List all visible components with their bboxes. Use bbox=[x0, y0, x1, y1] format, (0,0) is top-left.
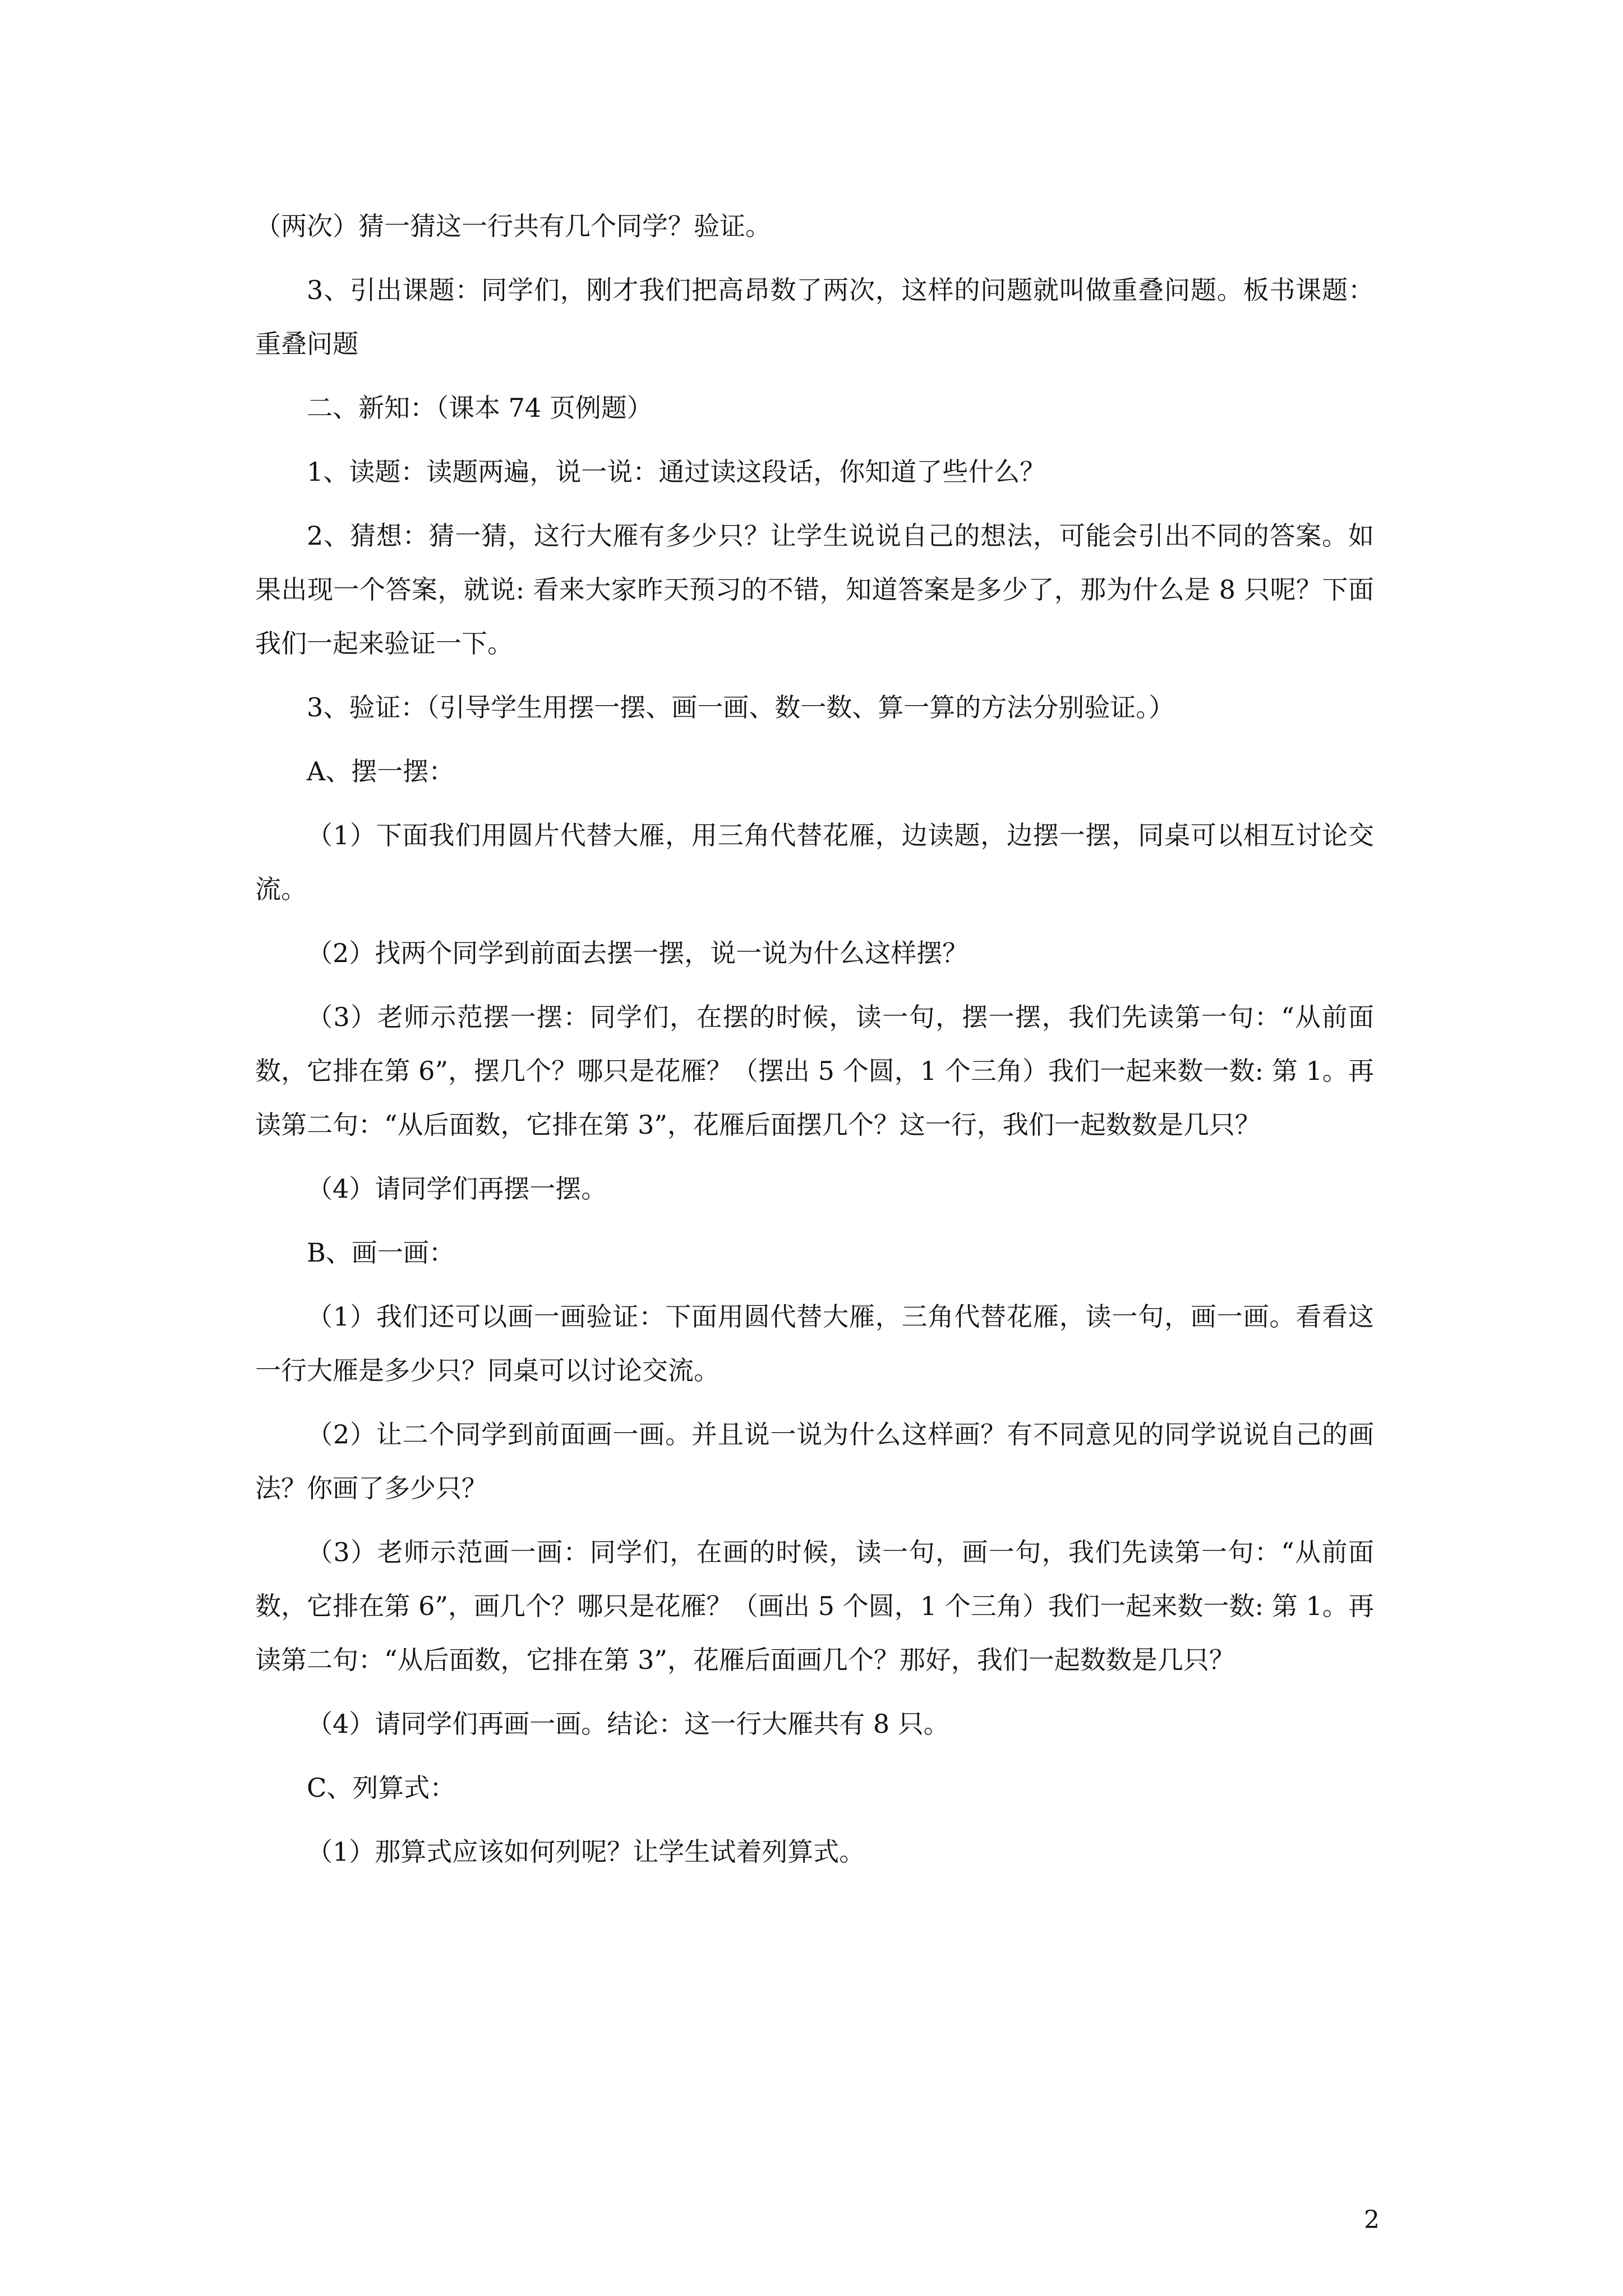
paragraph: 1、读题：读题两遍，说一说：通过读这段话，你知道了些什么？ bbox=[307, 457, 1046, 487]
paragraph: 2、猜想：猜一猜，这行大雁有多少只？让学生说说自己的想法，可能会引出不同的答案。如果出现一个答案，就说: 看来大家昨天预习的不错，知道答案是多少了，那为什么是 8 只呢？下面我们一起来验证一下。 bbox=[255, 521, 1374, 659]
page-body bbox=[255, 199, 1374, 1889]
section-heading: 二、新知：（课本 74 页例题） bbox=[307, 393, 653, 423]
paragraph: （1）那算式应该如何列呢？让学生试着列算式。 bbox=[307, 1837, 865, 1867]
paragraph: （2）找两个同学到前面去摆一摆，说一说为什么这样摆？ bbox=[307, 938, 969, 968]
paragraph: 3、验证：（引导学生用摆一摆、画一画、数一数、算一算的方法分别验证。） bbox=[307, 692, 1175, 723]
paragraph: （2）让二个同学到前面画一画。并且说一说为什么这样画？有不同意见的同学说说自己的画法？你画了多少只？ bbox=[255, 1419, 1374, 1503]
page-number: 2 bbox=[1364, 2206, 1380, 2234]
subsection-heading: B、画一画： bbox=[307, 1237, 455, 1268]
paragraph: （1）下面我们用圆片代替大雁，用三角代替花雁，边读题，边摆一摆，同桌可以相互讨论交流。 bbox=[255, 820, 1374, 904]
paragraph: （两次）猜一猜这一行共有几个同学？验证。 bbox=[255, 211, 771, 241]
paragraph: （1）我们还可以画一画验证：下面用圆代替大雁，三角代替花雁，读一句，画一画。看看这一行大雁是多少只？同桌可以讨论交流。 bbox=[255, 1301, 1374, 1386]
subsection-heading: C、列算式： bbox=[307, 1773, 456, 1803]
paragraph: 3、引出课题：同学们，刚才我们把高昂数了两次，这样的问题就叫做重叠问题。板书课题：重叠问题 bbox=[255, 275, 1374, 359]
paragraph: （3）老师示范摆一摆：同学们，在摆的时候，读一句，摆一摆，我们先读第一句：“从前面数，它排在第 6”，摆几个？哪只是花雁？（摆出 5 个圆，1 个三角）我们一起来数一数: 第 1。再读第二句：“从后面数，它排在第 3”，花雁后面摆几个？这一行，我们一起数数是几只？ bbox=[255, 1002, 1374, 1140]
paragraph: （3）老师示范画一画：同学们，在画的时候，读一句，画一句，我们先读第一句：“从前面数，它排在第 6”，画几个？哪只是花雁？（画出 5 个圆，1 个三角）我们一起来数一数: 第 1。再读第二句：“从后面数，它排在第 3”，花雁后面画几个？那好，我们一起数数是几只？ bbox=[255, 1537, 1374, 1675]
subsection-heading: A、摆一摆： bbox=[307, 756, 455, 786]
paragraph: （4）请同学们再摆一摆。 bbox=[307, 1174, 607, 1204]
paragraph: （4）请同学们再画一画。结论：这一行大雁共有 8 只。 bbox=[307, 1709, 949, 1739]
